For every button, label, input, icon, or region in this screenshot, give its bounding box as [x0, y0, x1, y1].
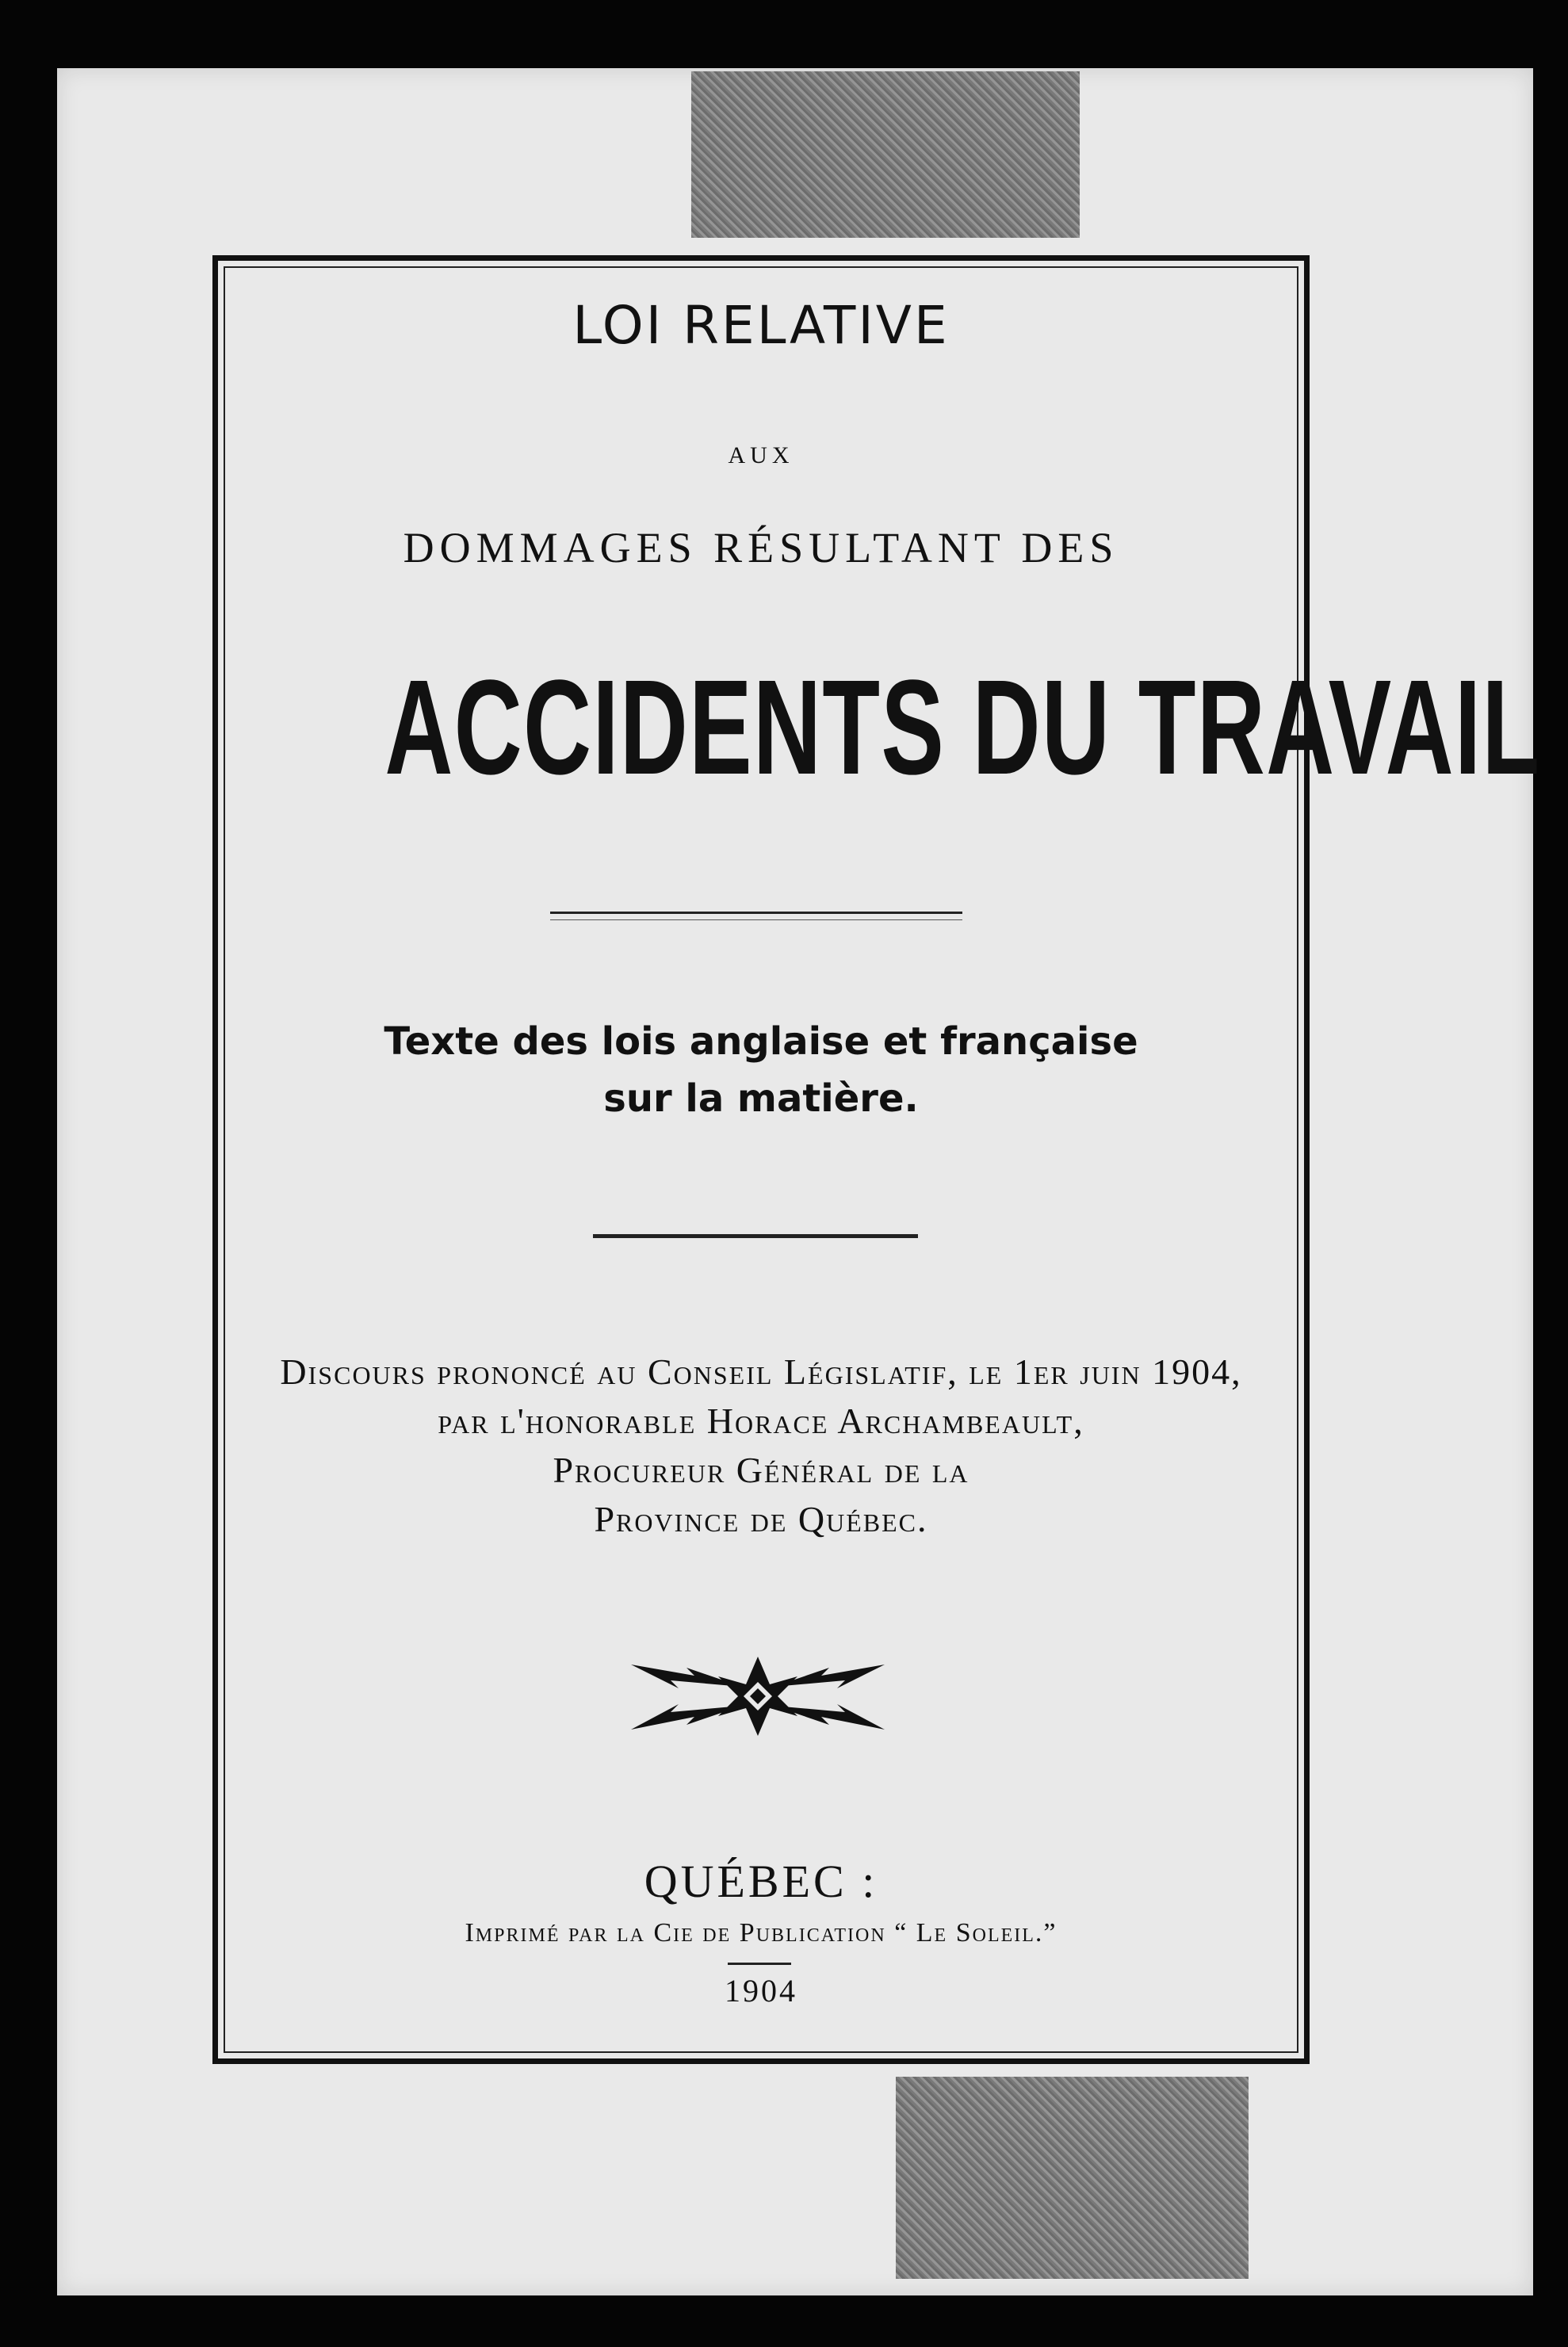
publication-city: QUÉBEC : — [644, 1856, 878, 1907]
publication-year: 1904 — [725, 1973, 797, 2009]
speech-line-3: Procureur Général de la — [553, 1450, 969, 1490]
title-line-3: DOMMAGES RÉSULTANT DES — [403, 524, 1119, 571]
speech-line-1: Discours prononcé au Conseil Législatif, le 1er juin 1904, — [280, 1351, 1242, 1392]
tape-top — [691, 71, 1080, 238]
divider-rule-1 — [550, 912, 962, 914]
lightning-ornament-icon — [623, 1641, 893, 1752]
speech-line-2: par l'honorable Horace Archambeault, — [438, 1401, 1084, 1441]
divider-rule-1-thin — [550, 919, 962, 920]
speech-line-4: Province de Québec. — [594, 1499, 928, 1539]
main-title: ACCIDENTS DU TRAVAIL — [384, 652, 1541, 803]
subtitle-line-2: sur la matière. — [603, 1076, 919, 1121]
divider-rule-2 — [593, 1234, 918, 1238]
year-rule — [728, 1963, 791, 1965]
printer-line: Imprimé par la Cie de Publication “ Le Soleil.” — [465, 1918, 1057, 1948]
title-line-2: AUX — [728, 442, 794, 468]
tape-bottom — [896, 2077, 1249, 2279]
title-line-1: LOI RELATIVE — [572, 295, 950, 356]
subtitle-line-1: Texte des lois anglaise et française — [384, 1019, 1138, 1064]
